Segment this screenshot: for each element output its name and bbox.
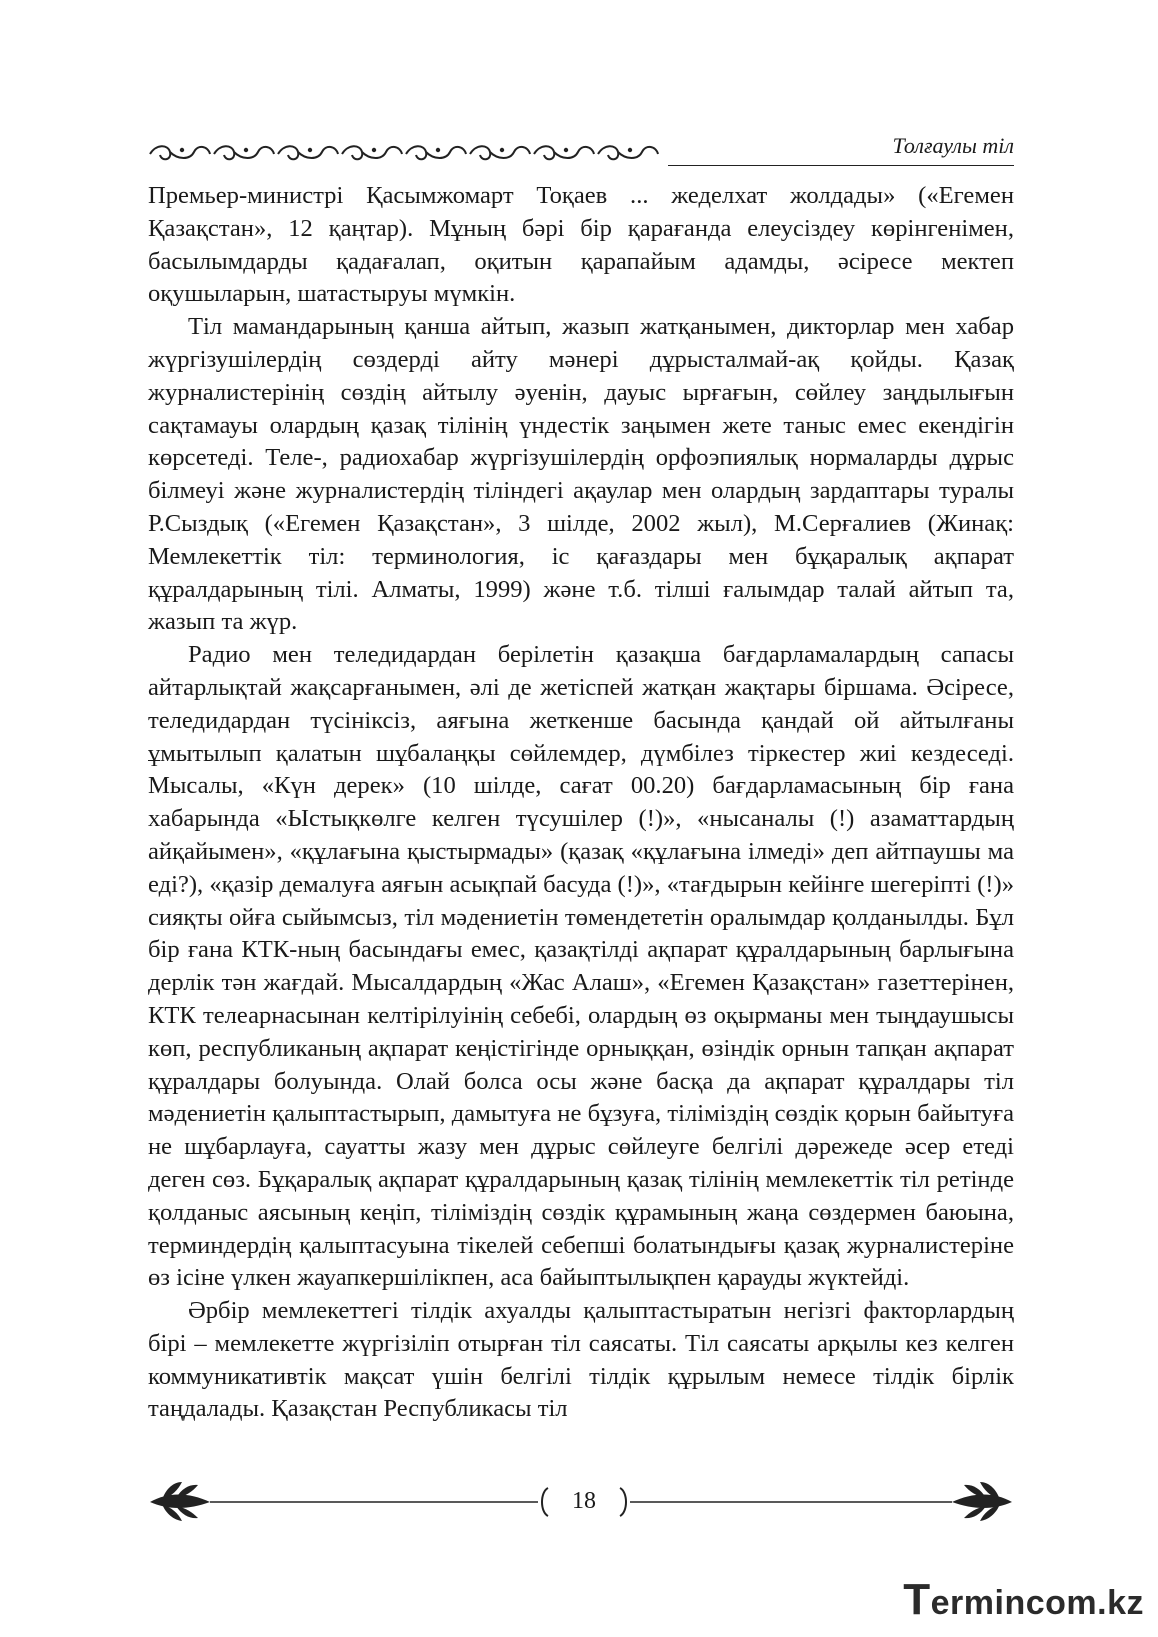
watermark-o: o <box>1045 1584 1067 1622</box>
paragraph-3: Радио мен теледидардан берілетін қазақша бағдарламалардың сапасы айтарлықтай жақсарғанымен, әлі де жетіспей жатқан жақтары біршама. Әсіресе, теледидардан түсініксіз, аяғына жеткенше басында қандай ой айтылғаны ұмытылып қалатын шұбалаңқы сөйлемдер, дүмбілез тіркестер жиі кездеседі. Мысалы, «Күн дерек» (10 шілде, сағат 00.20) бағдарламасының бір ғана хабарында «Ыстықкөлге келген түсушілер (!)», «нысаналы (!) азаматтардың айқайымен», «құлағына қыстырмады» (қазақ «құлағына ілмеді» деп айтпаушы ма еді?), «қазір демалуға аяғын асықпай басуда (!)», «тағдырын кейінге шегеріпті (!)» сияқты ойға сыйымсыз, тіл мәдениетін төмендететін оралымдар қолданылды. Бұл бір ғана КТК-ның басындағы емес, қазақтілді ақпарат құралдарының барлығына дерлік тән жағдай. Мысалдардың «Жас Алаш», «Егемен Қазақстан» газеттерінен, КТК телеарнасынан келтірілуінің себебі, олардың өз оқырманы мен тыңдаушысы көп, республиканың ақпарат кеңістігінде орныққан, өзіндік орнын тапқан ақпарат құралдары болуында. Олай болса осы және басқа да ақпарат құралдары тіл мәдениетін қалыптастырып, дамытуға не бұзуға, тіліміздің сөздік қорын байытуға не шұбарлауға, сауатты жазу мен дұрыс сөйлеуге белгілі дәрежеде әсер етеді деген сөз. Бұқаралық ақпарат құралдарының қазақ тілінің мемлекеттік тіл ретінде қолданыс аясының кеңіп, тіліміздің сөздік құрамының жаңа сөздермен баюына, терминдердің қалыптасуына тікелей себепші болатындығы қазақ журналистеріне өз ісіне үлкен жауапкершілікпен, аса байыптылықпен қарауды жүктейді. <box>148 641 1014 1292</box>
page-footer <box>148 1480 1014 1524</box>
paragraph-2: Тіл мамандарының қанша айтып, жазып жатқанымен, дикторлар мен хабар жүргізушілердің сөздерді айту мәнері дұрысталмай-ақ қойды. Қазақ журналистерінің сөздің айтылу әуенін, дауыс ырғағын, сөйлеу заңдылығын сақтамауы олардың қазақ тілінің үндестік заңымен жете таныс емес екендігін көрсетеді. Теле-, радиохабар жүргізушілердің орфоэпиялық нормаларды дұрыс білмеуі және журналистердің тіліндегі ақаулар мен олардың зардаптары туралы Р.Сыздық («Егемен Қазақстан», 3 шілде, 2002 жыл), М.Серғалиев (Жинақ: Мемлекеттік тіл: терминология, іс қағаздары мен бұқаралық ақпарат құралдарының тілі. Алматы, 1999) және т.б. тілші ғалымдар талай айтып та, жазып та жүр. <box>148 313 1014 636</box>
watermark-initial: T <box>903 1575 931 1624</box>
watermark-rest: erminc <box>930 1584 1046 1622</box>
running-header <box>148 132 1014 172</box>
page-number: 18 <box>572 1488 596 1514</box>
termincom-watermark <box>903 1575 1144 1625</box>
paragraph-1: Премьер-министрі Қасымжомарт Тоқаев ... жеделхат жолдады» («Егемен Қазақстан», 12 қаңтар). Мұның бәрі бір қарағанда елеусіздеу көрінгенімен, басылымдарды қадағалап, оқитын қарапайым адамды, әсіресе мектеп оқушыларын, шатастыруы мүмкін. <box>148 182 1014 308</box>
header-ornament-icon <box>148 138 668 168</box>
body-text <box>148 180 1014 1426</box>
paragraph-4: Әрбір мемлекеттегі тілдік ахуалды қалыптастыратын негізгі факторлардың бірі – мемлекетте жүргізіліп отырған тіл саясаты. Тіл саясаты арқылы кез келген коммуникативтік мақсат үшін белгілі тілдік құрылым немесе тілдік бірлік таңдалады. Қазақстан Республикасы тіл <box>148 1297 1014 1423</box>
header-rule <box>668 165 1014 166</box>
running-title: Толғаулы тіл <box>892 133 1014 158</box>
watermark-tail: m.kz <box>1066 1584 1144 1622</box>
